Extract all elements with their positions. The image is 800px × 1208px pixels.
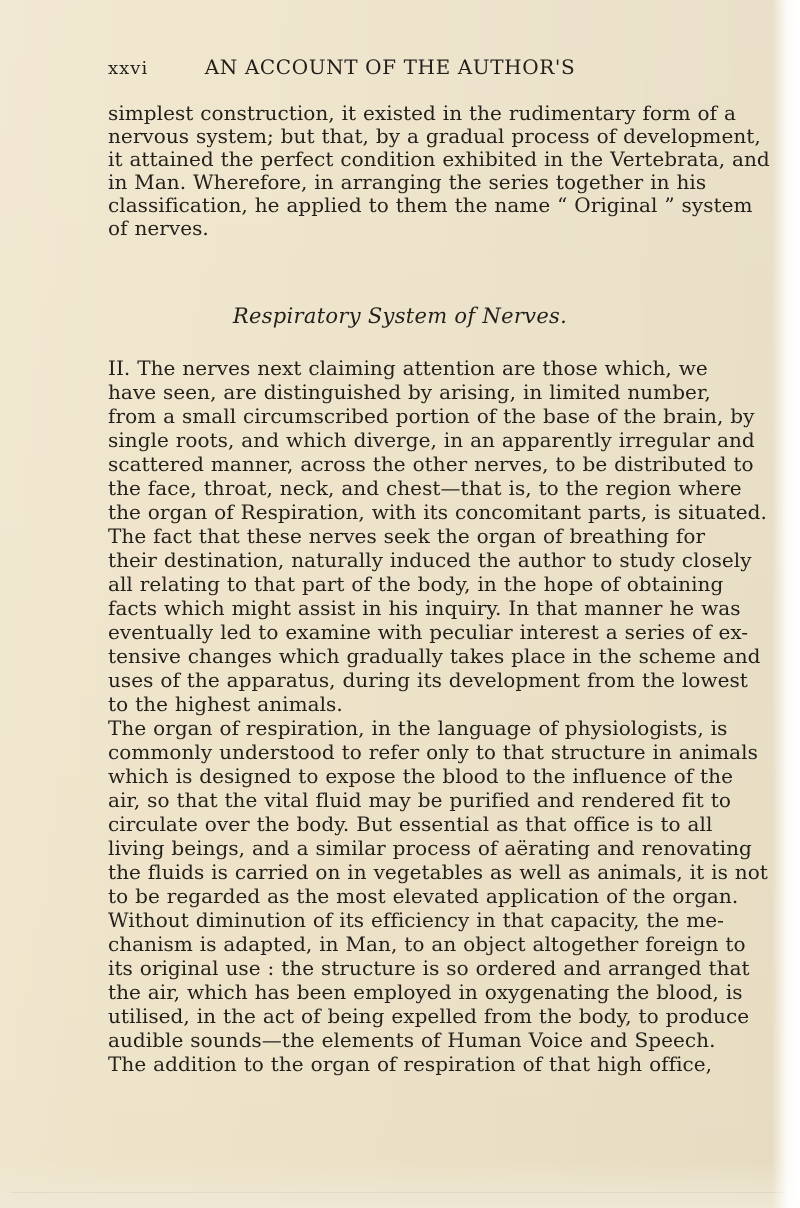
text-line: The fact that these nerves seek the organ of breathing for — [108, 524, 706, 548]
text-line: classification, he applied to them the name “ Original ” system — [108, 193, 753, 217]
text-line: uses of the apparatus, during its development from the lowest — [108, 668, 748, 692]
text-line: have seen, are distinguished by arising, in limited number, — [108, 380, 711, 404]
text-line: facts which might assist in his inquiry. In that manner he was — [108, 596, 741, 620]
text-line: The addition to the organ of respiration of that high office, — [108, 1052, 713, 1076]
text-line: which is designed to expose the blood to the influence of the — [108, 764, 733, 788]
text-line: simplest construction, it existed in the rudimentary form of a — [108, 101, 736, 125]
page-bottom-shadow — [10, 1192, 800, 1193]
text-line: the fluids is carried on in vegetables as well as animals, it is not — [108, 860, 768, 884]
text-line: air, so that the vital fluid may be purified and rendered fit to — [108, 788, 731, 812]
text-line: audible sounds—the elements of Human Voice and Speech. — [108, 1028, 716, 1052]
page-number: xxvi — [108, 58, 149, 79]
running-title: AN ACCOUNT OF THE AUTHOR'S — [204, 55, 576, 79]
text-line: its original use : the structure is so ordered and arranged that — [108, 956, 750, 980]
text-line: tensive changes which gradually takes place in the scheme and — [108, 644, 761, 668]
text-line: chanism is adapted, in Man, to an object altogether foreign to — [108, 932, 746, 956]
text-line: in Man. Wherefore, in arranging the series together in his — [108, 170, 707, 194]
text-line: the air, which has been employed in oxygenating the blood, is — [108, 980, 743, 1004]
text-line: to be regarded as the most elevated application of the organ. — [108, 884, 739, 908]
text-line: Without diminution of its efficiency in that capacity, the me- — [108, 908, 724, 932]
text-line: the face, throat, neck, and chest—that is, to the region where — [108, 476, 742, 500]
paper-right-edge — [772, 0, 800, 1208]
text-line: their destination, naturally induced the author to study closely — [108, 548, 752, 572]
text-line: II. The nerves next claiming attention are those which, we — [108, 356, 708, 380]
text-line: of nerves. — [108, 216, 209, 240]
text-line: single roots, and which diverge, in an apparently irregular and — [108, 428, 755, 452]
running-head — [108, 55, 628, 81]
text-line: nervous system; but that, by a gradual process of development, — [108, 124, 761, 148]
text-line: circulate over the body. But essential as that office is to all — [108, 812, 713, 836]
text-line: from a small circumscribed portion of the base of the brain, by — [108, 404, 755, 428]
paper-bottom-edge — [0, 1162, 800, 1208]
text-line: living beings, and a similar process of aërating and renovating — [108, 836, 752, 860]
text-line: all relating to that part of the body, in the hope of obtaining — [108, 572, 724, 596]
text-line: it attained the perfect condition exhibited in the Vertebrata, and — [108, 147, 770, 171]
text-line: utilised, in the act of being expelled from the body, to produce — [108, 1004, 750, 1028]
text-line: scattered manner, across the other nerves, to be distributed to — [108, 452, 754, 476]
text-line: The organ of respiration, in the language of physiologists, is — [108, 716, 728, 740]
section-title: Respiratory System of Nerves. — [232, 304, 568, 328]
text-line: to the highest animals. — [108, 692, 343, 716]
text-line: eventually led to examine with peculiar interest a series of ex- — [108, 620, 749, 644]
text-line: the organ of Respiration, with its concomitant parts, is situated. — [108, 500, 767, 524]
text-line: commonly understood to refer only to that structure in animals — [108, 740, 758, 764]
